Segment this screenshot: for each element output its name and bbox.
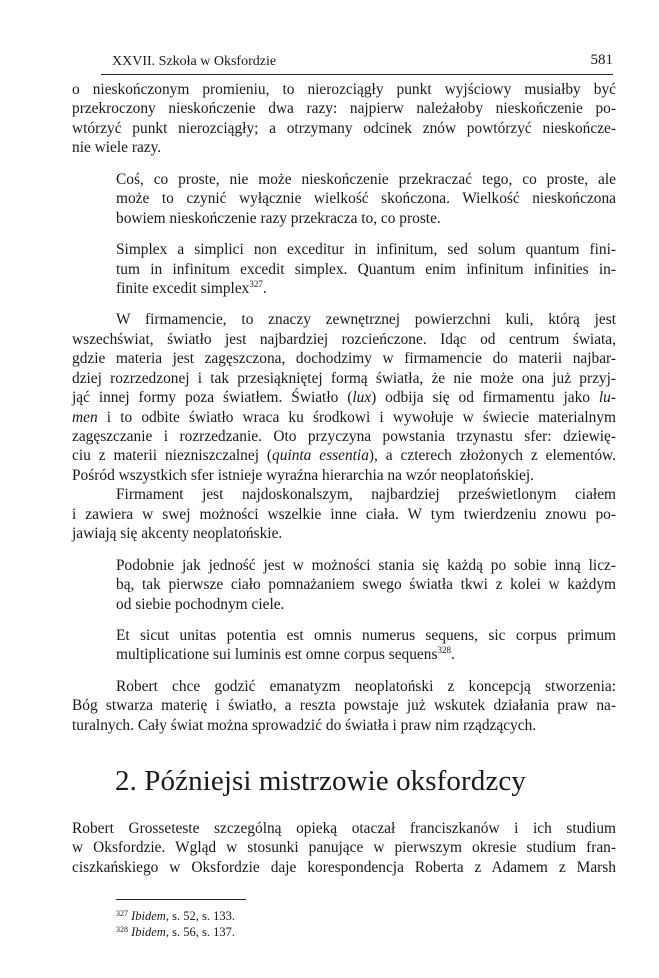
text-line: ciszkańskiego w Oksfordzie daje korespondencja Roberta z Adamem z Marsh: [72, 858, 616, 876]
text-line: i zawiera w swej możności wszelkie inne ciała. W tym twierdzeniu znowu po-: [72, 505, 616, 523]
block-quote: [116, 556, 616, 614]
text-fragment: finite excedit simplex: [116, 279, 250, 297]
text-line: wszechświat, światło jest najbardziej rozcieńczone. Idąc od centrum świata,: [72, 330, 616, 348]
chapter-title: XXVII. Szkoła w Oksfordzie: [112, 54, 277, 69]
footnote-ref-text: Ibidem: [131, 909, 166, 923]
text-line: [72, 408, 616, 427]
footnote-number: 328: [116, 925, 128, 934]
text-line: Robert chce godzić emanatyzm neoplatoński z koncepcją stworzenia:: [116, 677, 616, 695]
block-quote: [116, 170, 616, 228]
text-line: przekroczony nieskończenie dwa razy: najpierw należałoby nieskończenie po-: [72, 100, 616, 118]
text-line: Et sicut unitas potentia est omnis numerus sequens, sic corpus primum: [116, 626, 616, 644]
paragraph: [72, 80, 616, 158]
footnote-text: , s. 56, s. 137.: [165, 925, 235, 939]
text-line: dziej rozrzedzonej i tak przesiąkniętej formą światła, że nie może ona już przyj-: [72, 369, 616, 387]
block-quote-latin: [116, 240, 616, 298]
text-line: finite excedit simplex$^{327}$.: [116, 278, 267, 297]
footnotes: [116, 908, 235, 940]
text-line: Firmament jest najdoskonalszym, najbardziej prześwietlonym ciałem: [116, 486, 616, 504]
text-line: [72, 388, 616, 407]
text-line: w Oksfordzie. Wgląd w stosunki panujące w pierwszym okresie studium fran-: [72, 839, 616, 857]
italic-term: men: [72, 408, 98, 426]
text-line: Bóg stwarza materię i światło, a reszta powstaje już wskutek działania praw na-: [72, 697, 616, 715]
footnote-ref[interactable]: 327: [249, 278, 263, 289]
text-line: multiplicatione sui luminis est omne corpus sequens$^{328}$.: [116, 645, 455, 664]
text-line: od siebie pochodnym ciele.: [116, 595, 285, 613]
text-line: Robert Grosseteste szczególną opieką otaczał franciszkanów i ich studium: [72, 820, 616, 837]
text-line: W firmamencie, to znaczy zewnętrznej powierzchni kuli, którą jest: [116, 311, 616, 329]
block-quote-latin: [116, 626, 616, 665]
text-line: zagęszczanie i rozrzedzanie. Oto przyczyna powstania trzynastu sfer: dziewię-: [72, 428, 616, 445]
header-rule: [101, 74, 613, 75]
text-line: bą, tak pierwsze ciało pomnażaniem swego światła tkwi z kolei w każdym: [116, 576, 616, 594]
text-line: Coś, co proste, nie może nieskończenie przekraczać tego, co proste, ale: [116, 170, 616, 188]
footnote-text: , s. 52, s. 133.: [165, 909, 235, 923]
paragraph: [72, 677, 616, 735]
section-text: [72, 819, 616, 877]
footnote-rule: [116, 899, 246, 900]
italic-term: lux: [352, 389, 372, 407]
running-head: [101, 54, 613, 74]
footnote-ref-text: Ibidem: [131, 925, 166, 939]
text-line: Pośród wszystkich sfer istnieje wyraźna hierarchia na wzór neoplatońskiej.: [72, 466, 534, 484]
text-line: wtórzyć punkt nierozciągły; a otrzymany odcinek znów powtórzyć nieskończe-: [72, 119, 616, 137]
text-line: gdzie materia jest zagęszczona, dochodzimy w firmamencie do materii najbar-: [72, 350, 616, 368]
section-heading: 2. Późniejsi mistrzowie oksfordzcy: [115, 765, 526, 797]
main-text: [72, 80, 616, 735]
text-fragment: multiplicatione sui luminis est omne corpus sequens: [116, 646, 438, 664]
footnote-ref[interactable]: 328: [437, 645, 451, 656]
footnote: [116, 908, 235, 924]
text-fragment: ), a czterech złożonych z elementów.: [368, 447, 617, 465]
text-fragment: ciu z materii niezniszczalnej (: [72, 447, 273, 465]
text-line: [72, 446, 616, 465]
text-line: może to czynić wyłącznie wielkość skończona. Wielkość nieskończona: [116, 190, 616, 208]
text-line: nie wiele razy.: [72, 139, 162, 157]
footnote: [116, 924, 235, 940]
footnote-number: 327: [116, 909, 128, 918]
text-fragment: ) odbija się od firmamentu jako: [371, 389, 599, 407]
text-fragment: i to odbite światło wraca ku środkowi i wywołuje w świecie materialnym: [97, 408, 616, 426]
text-line: Podobnie jak jedność jest w możności stania się każdą po sobie inną licz-: [116, 556, 616, 574]
paragraph: [72, 310, 616, 543]
text-line: jawiają się akcenty neoplatońskie.: [72, 525, 283, 543]
text-line: o nieskończonym promieniu, to nierozciągły punkt wyjściowy musiałby być: [72, 81, 616, 98]
page-number: 581: [590, 52, 613, 68]
text-fragment: jąć innej formy poza światłem. Światło (: [72, 389, 353, 407]
text-line: tum in infinitum excedit simplex. Quantum enim infinitum infinities in-: [116, 260, 616, 278]
italic-term: lu-: [598, 389, 617, 407]
text-line: turalnych. Cały świat można sprowadzić do światła i praw nim rządzących.: [72, 716, 537, 734]
italic-term: quinta essentia: [272, 447, 369, 465]
text-line: Simplex a simplici non exceditur in infinitum, sed solum quantum fini-: [116, 241, 616, 259]
text-line: bowiem nieskończenie razy przekracza to, co proste.: [116, 209, 441, 227]
